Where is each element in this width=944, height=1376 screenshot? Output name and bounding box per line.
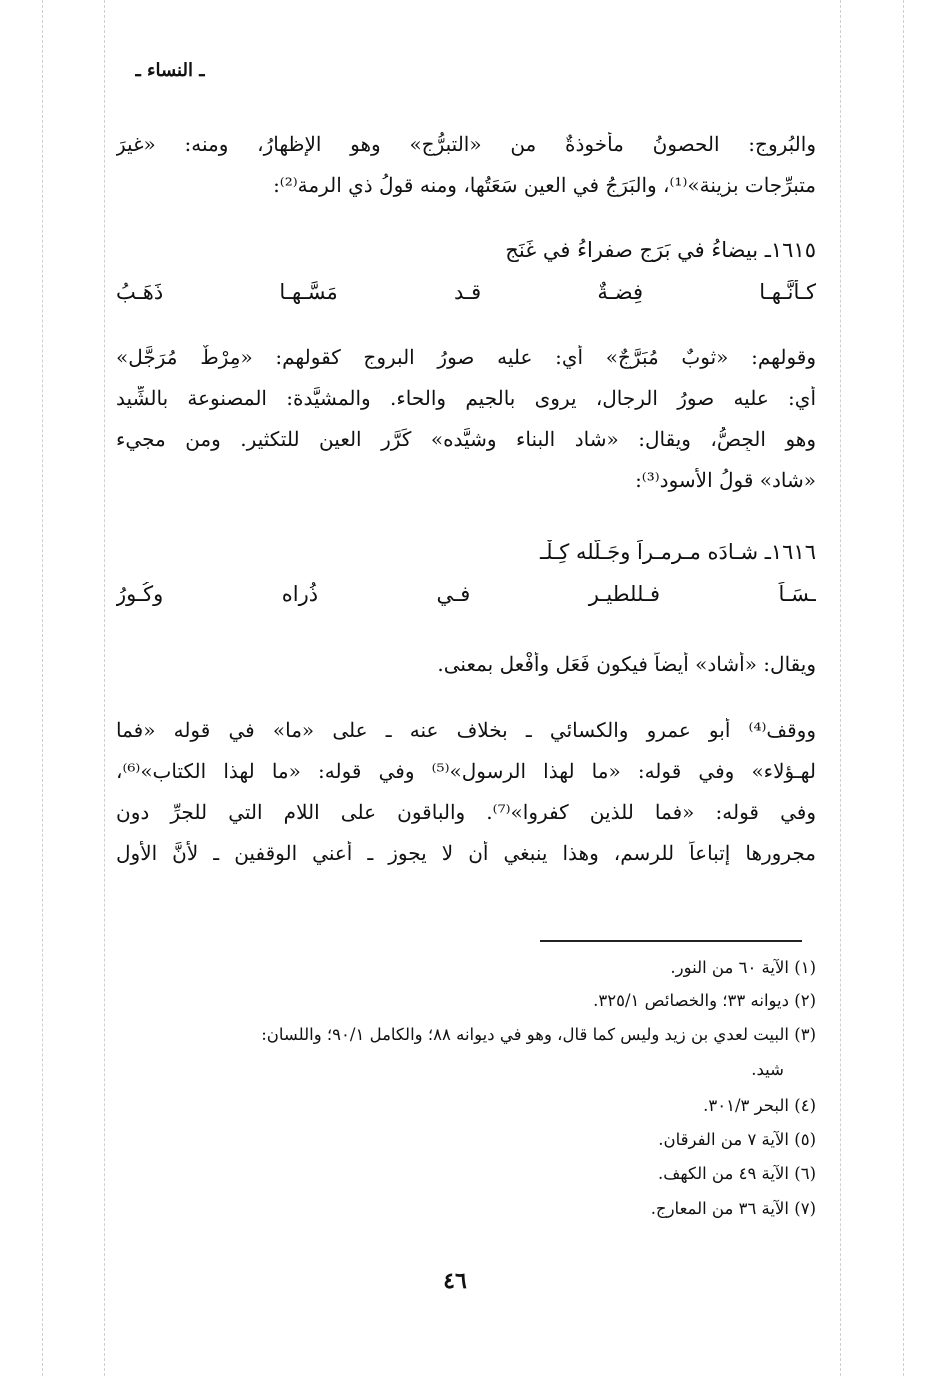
verse-line: ١٦١٦ـ شـادَه مـرمـراً وجَـلَّله كِـلْـ bbox=[540, 540, 816, 564]
footnote-continuation: شيد. bbox=[751, 1060, 784, 1079]
footnote: (٣) البيت لعدي بن زيد وليس كما قال، وهو في ديوانه ٨٨؛ والكامل ٩٠/١؛ واللسان: bbox=[261, 1025, 816, 1044]
paragraph-line: لهـؤلاء» وفي قوله: «ما لهذا الرسول»⁽⁵⁾ وفي قوله: «ما لهذا الكتاب»⁽⁶⁾، bbox=[116, 759, 816, 783]
paragraph-line: أي: عليه صورُ الرجال، يروى بالجيم والحاء. والمشيَّدة: المصنوعة بالشِّيد bbox=[116, 386, 816, 410]
paragraph-line: وهو الجِصُّ، ويقال: «شاد البناء وشيَّده» كَرَّر العين للتكثير. ومن مجيء bbox=[116, 427, 816, 451]
footnote-separator bbox=[540, 940, 802, 942]
paragraph-line: متبرِّجات بزينة»⁽¹⁾، والبَرَجُ في العين سَعَتُها، ومنه قولُ ذي الرمة⁽²⁾: bbox=[273, 173, 816, 197]
scan-guide-line bbox=[104, 0, 105, 1376]
paragraph-line: والبُروج: الحصونُ مأخوذةٌ من «التبرُّج» وهو الإظهارُ، ومنه: «غيرَ bbox=[116, 132, 816, 156]
paragraph-line: وفي قوله: «فما للذين كفروا»⁽⁷⁾. والباقون على اللام التي للجرِّ دون bbox=[116, 800, 816, 824]
verse-line: ـسَـاً فـللطيـرِ فـي ذُراه وكُـورُ bbox=[116, 582, 816, 606]
paragraph-line: وقولهم: «ثوبٌ مُبَرَّجٌ» أي: عليه صورُ البروج كقولهم: «مِرْطٌ مُرَجَّل» bbox=[116, 345, 816, 369]
paragraph-line: مجرورها إتباعاً للرسم، وهذا ينبغي أن لا يجوز ـ أعني الوقفين ـ لأنَّ الأول bbox=[116, 841, 816, 865]
footnote: (٢) ديوانه ٣٣؛ والخصائص ٣٢٥/١. bbox=[593, 991, 816, 1010]
footnote: (٥) الآية ٧ من الفرقان. bbox=[658, 1130, 816, 1149]
paragraph-line: ووقف⁽⁴⁾ أبو عمرو والكسائي ـ بخلاف عنه ـ على «ما» في قوله «فما bbox=[116, 718, 816, 742]
page-number: ٤٦ bbox=[443, 1268, 467, 1294]
scan-guide-line bbox=[903, 0, 904, 1376]
verse-line: ١٦١٥ـ بيضاءُ في بَرَجٍ صفراءُ في غَنَجٍ bbox=[505, 238, 816, 262]
paragraph-line: «شاد» قولُ الأسود⁽³⁾: bbox=[635, 468, 816, 492]
footnote: (١) الآية ٦٠ من النور. bbox=[670, 958, 816, 977]
verse-line: كـأنَّـهـا فِضـةٌ قـد مَسَّـهـا ذَهَـبُ bbox=[116, 280, 816, 304]
footnote: (٦) الآية ٤٩ من الكهف. bbox=[658, 1164, 816, 1183]
footnote: (٧) الآية ٣٦ من المعارج. bbox=[650, 1199, 816, 1218]
scan-guide-line bbox=[42, 0, 43, 1376]
running-header: ـ النساء ـ bbox=[135, 60, 205, 81]
paragraph-line: ويقال: «أشاد» أيضاً فيكون فَعَل وأَفْعل بمعنى. bbox=[437, 652, 816, 676]
scan-guide-line bbox=[840, 0, 841, 1376]
footnote: (٤) البحر ٣٠١/٣. bbox=[703, 1096, 816, 1115]
